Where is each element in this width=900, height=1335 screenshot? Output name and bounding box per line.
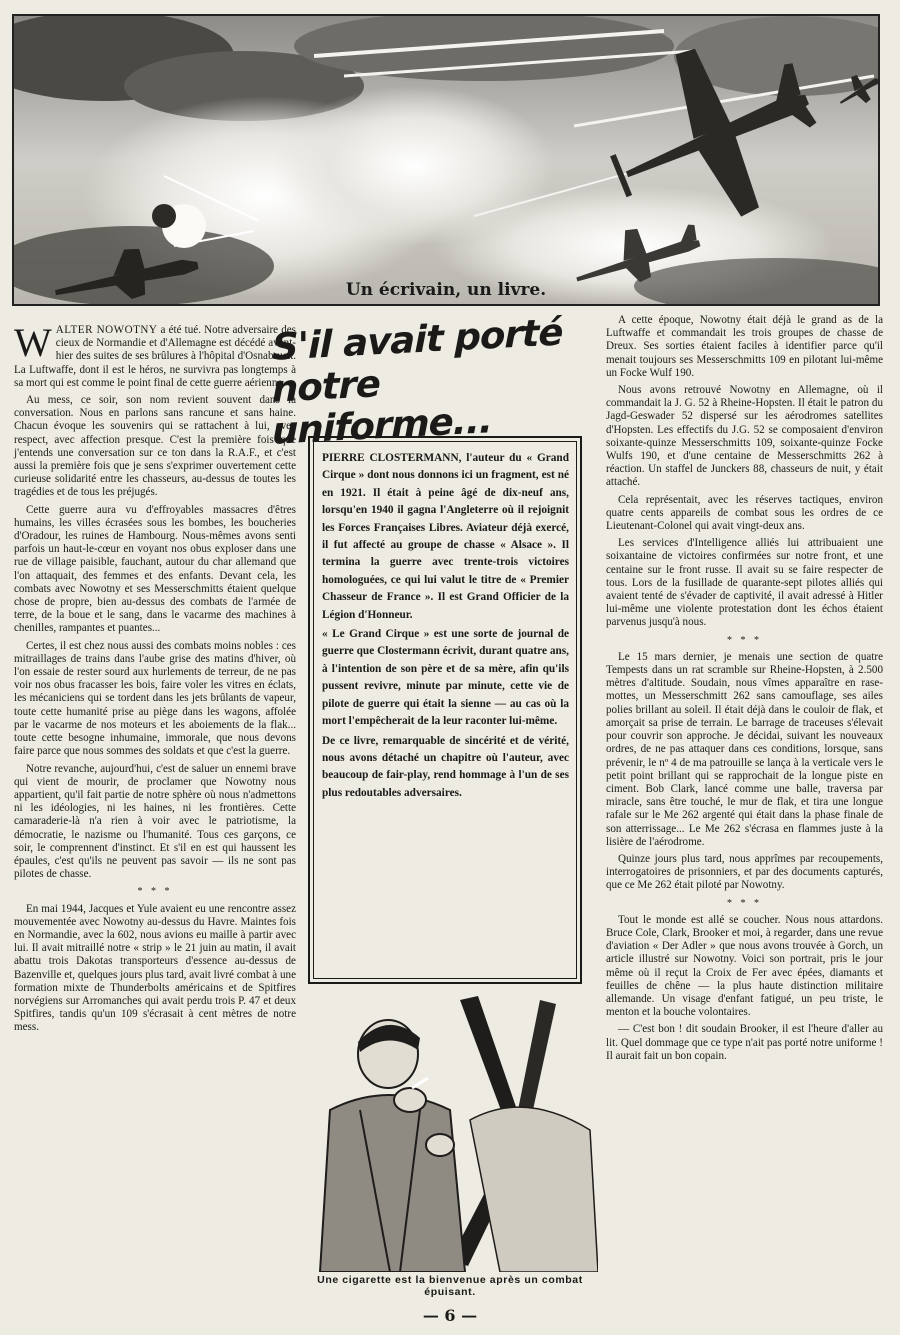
header-caption: Un écrivain, un livre. [345, 280, 547, 300]
title-line-1: S'il avait porté [272, 310, 563, 369]
box-paragraph: « Le Grand Cirque » est une sorte de journal de guerre que Clostermann écrivit, durant quatre ans, à l'intention de son père et de sa mère, afin qu'ils pussent revivre, minute par minute, cette vie de pilote de guerre qui était la sienne — au cas où la mort l'empêcherait de la leur raconter lui-même. [322, 628, 569, 728]
pilot-with-propeller-drawing [300, 990, 598, 1272]
paragraph: — C'est bon ! dit soudain Brooker, il est l'heure d'aller au lit. Quel dommage que ce type n'ait pas porté notre uniforme ! Il aurait fait un bon copain. [606, 1023, 883, 1062]
section-separator: * * * [727, 634, 762, 646]
paragraph: A cette époque, Nowotny était déjà le grand as de la Luftwaffe et commandait les trois groupes de chasse de Dreux. Ses sorties étaient faciles à identifier parce qu'il menait toujours ses Messerschmitts 109 en pilotant lui-même un Focke Wulf 190. [606, 314, 883, 379]
title-line-2: notre uniforme... [272, 362, 492, 453]
box-paragraph: PIERRE CLOSTERMANN, l'auteur du « Grand Cirque » dont nous donnons ici un fragment, est né en 1921. Il était à peine âgé de dix-neuf ans, lorsqu'en 1940 il gagna l'Angleterre où il rejoignit les Forces Françaises Libres. Aviateur déjà exercé, il fut affecté au groupe de chasse « Alsace ». Il termina la guerre avec trente-trois victoires homologuées, ce qui lui valut le titre de « Premier Chasseur de France ». Il est Grand Officier de la Légion d'Honneur. [322, 452, 569, 621]
article-title [272, 309, 604, 452]
right-column [606, 314, 883, 1067]
author-intro-box [308, 436, 582, 984]
paragraph: Les services d'Intelligence alliés lui attribuaient une soixantaine de victoires confirmées sur notre front, et une centaine sur le front russe. Il avait su se faire respecter de tous. Lors de la fusillade de quarante-sept pilotes alliés qui avaient tenté de s'évader de captivité, il avait adressé à Hitler lui-même une violente protestation dont les échos étaient parvenus jusqu'à nous. [606, 537, 883, 629]
paragraph: Notre revanche, aujourd'hui, c'est de saluer un ennemi brave qui vient de mourir, de proclamer que Nowotny nous appartient, qu'il fait partie de notre sphère où nous n'admettons ni les idéologies, ni les haines, ni les frontières. Cette camaraderie-là n'a rien à voir avec le patriotisme, la démocratie, le nazisme ou l'humanité. Tous ces garçons, ce soir, le comprennent d'instinct. Et s'il en est qui haussent les épaules, c'est qu'ils ne peuvent pas savoir — ils ne sont pas pilotes de chasse. [14, 762, 296, 881]
paragraph: Au mess, ce soir, son nom revient souvent dans la conversation. Nous en parlons sans rancune et sans haine. Chacun évoque les souvenirs qui se rattachent à lui, avec respect, avec affection presque. C'est la première fois que j'entends une conversation sur ce ton dans la R.A.F., et c'est aussi la première fois que je sens s'exprimer ouvertement cette curieuse solidarité entre les chasseurs, au-dessus de toutes les tragédies et de tous les préjugés. [14, 394, 296, 499]
drop-cap: W [14, 320, 52, 365]
paragraph: Cela représentait, avec les réserves tactiques, environ quatre cents appareils de combat sous les ordres de ce Lieutenant-Colonel qui avait vingt-deux ans. [606, 493, 883, 533]
paragraph: Cette guerre aura vu d'effroyables massacres d'êtres humains, les villes écrasées sous les bombes, les boucheries d'Oradour, les ruines de Hambourg. Nous-mêmes avons senti parfois un haut-le-cœur en voyant nos obus exploser dans une rue de village paisible, fauchant, autour du char allemand que l'on attaquait, des femmes et des enfants. Devant cela, les combats avec Nowotny et ses Messerschmitts étaient quelque chose de propre, bien au-dessus des combats de l'armée de terre, de la boue et le sang, dans le vacarme des machines à chenilles, rampantes et puantes... [14, 503, 296, 635]
page-number: — 6 — [422, 1306, 478, 1325]
pilot-illustration [300, 990, 598, 1272]
section-separator: * * * [137, 886, 173, 898]
paragraph: En mai 1944, Jacques et Yule avaient eu une rencontre assez mouvementée avec Nowotny au-dessus du Havre. Maintes fois en Normandie, avec la 602, nous avions eu maille à partir avec lui. Il avait mitraillé notre « strip » le 21 juin au matin, il avait abattu trois Dakotas transporteurs d'essence au-dessus de Bazenville et, quelques jours plus tard, avait livré combat à une formation mixte de Thunderbolts américains et de Spitfires norvégiens sur Arromanches qui avait perdu trois P. 47 et deux Spitfires, tandis qu'un 109 s'écrasait à cent mètres de notre mess. [14, 902, 296, 1034]
pilot-caption: Une cigarette est la bienvenue après un combat épuisant. [317, 1274, 583, 1298]
paragraph: Quinze jours plus tard, nous apprîmes par recoupements, interrogatoires de prisonniers, et par des documents capturés, que ce Me 262 était piloté par Nowotny. [606, 852, 883, 892]
paragraph: Certes, il est chez nous aussi des combats moins nobles : ces mitraillages de trains dans l'aube grise des matins d'hiver, où l'on essaie de rester sourd aux hurlements de terreur, de ne pas voir nos obus fracasser les bois, faire voler les vitres en éclats, les mécaniciens qui se tordent dans les jets brûlants de vapeur, toute cette humanité prise au piège dans les wagons, affolée par le vacarme de nos moteurs et les aboiements de la flak... toute cette besogne inhumaine, immorale, que nous devons faire parce que nous sommes des soldats et que c'est la guerre. [14, 639, 296, 758]
lead-name: ALTER NOWOTNY [55, 324, 158, 336]
section-separator: * * * [727, 897, 762, 909]
left-column [14, 320, 296, 1039]
paragraph: Nous avons retrouvé Nowotny en Allemagne, où il commandait la J. G. 52 à Rheine-Hopsten. Il était le patron du Jagd-Geswader 52 dispersé sur les aérodromes satellites d'Hopsten. Les effectifs du J.G. 52 se composaient d'environ soixante-quinze Messerschmitts 109, soixante-quinze Focke Wulfs 190, et d'une centaine de Messerschmitts 262 à réaction. Un staffel de Junckers 88, chasseurs de nuit, y était attaché. [606, 384, 883, 489]
header-illustration [12, 14, 880, 306]
box-paragraph: De ce livre, remarquable de sincérité et de vérité, nous avons détaché un chapitre où l'auteur, avec beaucoup de fair-play, rend hommage à l'un de ses plus redoutables adversaires. [322, 734, 569, 799]
air-combat-illustration [14, 16, 878, 304]
paragraph: Tout le monde est allé se coucher. Nous nous attardons. Bruce Cole, Clark, Brooker et moi, à regarder, dans une revue d'aviation « Der Adler » que nous avons trouvée à Gorch, un article illustré sur Nowotny. Voici son portrait, pris le jour même où il reçut la Croix de Fer avec épées, diamants et feuilles de chêne — la plus haute distinction militaire allemande. Un visage d'enfant fatigué, un peu triste, le menton et la bouche volontaires. [606, 913, 883, 1019]
paragraph: Le 15 mars dernier, je menais une section de quatre Tempests dans un rat scramble sur Rheine-Hopsten, à 2.500 mètres d'altitude. Soudain, nous vîmes apparaître en rase-mottes, un Messerschmitt 262 sans camouflage, ses ailes polies brillant au soleil. Il était déjà dans le couloir de flak, et amorçait sa prise de terrain. Le barrage de traceuses s'élevait pour couvrir son approche. Je décidai, suivant les nouveaux ordres, de ne pas attaquer dans ces conditions, lorsque, sans prévenir, le nº 4 de ma patrouille se lança à la verticale vers le petit point brillant qui se rapprochait de la longue piste en ciment. Bob Clark, lancé comme une balle, traversa par miracle, sans être touché, le mur de flak, et tira une longue rafale sur le Me 262 argenté qui était dans la phase finale de son atterrissage... Le Me 262 s'écrasa en flammes juste à la lisière de l'aérodrome. [606, 650, 883, 848]
lead-paragraph: WALTER NOWOTNY a été tué. Notre adversaire des cieux de Normandie et d'Allemagne est décédé avant-hier des suites de ses brûlures à l'hôpital d'Osnabruck. La Luftwaffe, dont il est le héros, ne survivra pas longtemps à sa mort qui est comme le point final de cette guerre aérienne. [14, 320, 296, 389]
